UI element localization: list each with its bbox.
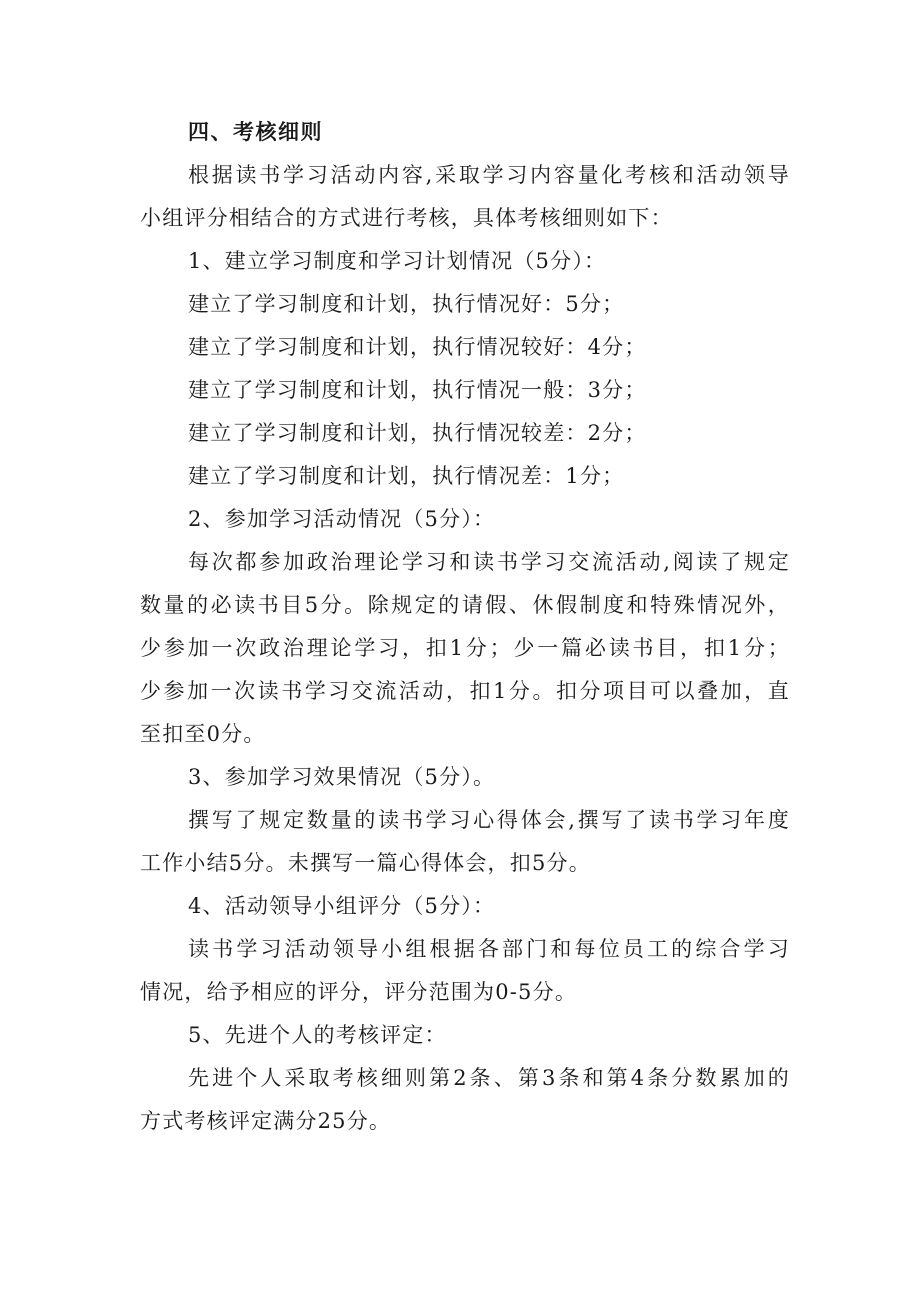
item-4-paragraph-line-1: 读书学习活动领导小组根据各部门和每位员工的综合学习 (188, 937, 790, 961)
item-1-criterion-4: 建立了学习制度和计划，执行情况较好：4分； (188, 335, 647, 359)
item-1-title: 1、建立学习制度和学习计划情况（5分）： (188, 249, 607, 273)
intro-paragraph-line-1: 根据读书学习活动内容,采取学习内容量化考核和活动领导 (188, 163, 790, 187)
item-2-paragraph-line-4: 少参加一次读书学习交流活动，扣1分。扣分项目可以叠加，直 (140, 679, 790, 703)
item-2-paragraph-line-3: 少参加一次政治理论学习，扣1分；少一篇必读书目，扣1分； (140, 636, 790, 660)
item-1-criterion-3: 建立了学习制度和计划，执行情况一般：3分； (188, 378, 647, 402)
document-body (140, 111, 790, 1143)
item-2-title: 2、参加学习活动情况（5分）： (188, 507, 496, 531)
item-4-title: 4、活动领导小组评分（5分）： (188, 894, 496, 918)
item-1-criterion-1: 建立了学习制度和计划，执行情况差：1分； (188, 464, 625, 488)
item-1-criterion-2: 建立了学习制度和计划，执行情况较差：2分； (188, 421, 647, 445)
item-5-title: 5、先进个人的考核评定： (188, 1023, 447, 1047)
item-5-paragraph-line-2: 方式考核评定满分25分。 (140, 1109, 392, 1133)
item-4-paragraph-line-2: 情况，给予相应的评分，评分范围为0-5分。 (140, 980, 578, 1004)
item-2-paragraph-line-1: 每次都参加政治理论学习和读书学习交流活动,阅读了规定 (188, 550, 790, 574)
item-3-paragraph-line-2: 工作小结5分。未撰写一篇心得体会，扣5分。 (140, 851, 591, 875)
item-2-paragraph-line-2: 数量的必读书目5分。除规定的请假、休假制度和特殊情况外， (140, 593, 790, 617)
intro-paragraph-line-2: 小组评分相结合的方式进行考核，具体考核细则如下： (140, 206, 673, 230)
item-3-paragraph-line-1: 撰写了规定数量的读书学习心得体会,撰写了读书学习年度 (188, 808, 790, 832)
item-1-criterion-5: 建立了学习制度和计划，执行情况好：5分； (188, 292, 625, 316)
item-5-paragraph-line-1: 先进个人采取考核细则第2条、第3条和第4条分数累加的 (188, 1066, 790, 1090)
section-heading: 四、考核细则 (188, 120, 323, 144)
item-2-paragraph-line-5: 至扣至0分。 (140, 722, 266, 746)
item-3-title: 3、参加学习效果情况（5分）。 (188, 765, 496, 789)
